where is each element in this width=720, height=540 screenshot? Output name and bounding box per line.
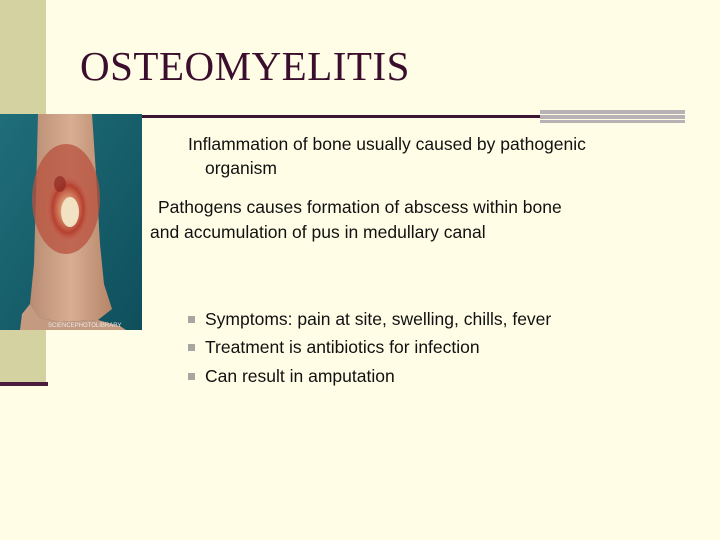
- slide-title: OSTEOMYELITIS: [80, 43, 410, 89]
- pathogen-paragraph: [150, 195, 690, 245]
- left-band-rule: [0, 382, 48, 386]
- bullet-list: [188, 305, 551, 391]
- definition-line-1: Inflammation of bone usually caused by pathogenic: [188, 134, 586, 154]
- pathogen-line-2: and accumulation of pus in medullary canal: [150, 222, 486, 242]
- list-item: [188, 334, 551, 363]
- photo-watermark: SCIENCEPHOTOLIBRARY: [48, 323, 122, 329]
- definition-line-2: organism: [205, 158, 277, 178]
- leg-ulcer-photo: [0, 114, 142, 330]
- title-rule-accent: [540, 110, 685, 123]
- definition-paragraph: [188, 132, 688, 180]
- list-item: [188, 305, 551, 334]
- square-bullet-icon: [188, 373, 195, 380]
- square-bullet-icon: [188, 344, 195, 351]
- bullet-text: Symptoms: pain at site, swelling, chills, fever: [205, 308, 552, 329]
- pathogen-line-1: Pathogens causes formation of abscess within bone: [158, 197, 562, 217]
- list-item: [188, 362, 551, 391]
- bullet-text: Can result in amputation: [205, 365, 395, 386]
- square-bullet-icon: [188, 316, 195, 323]
- bullet-text: Treatment is antibiotics for infection: [205, 337, 480, 358]
